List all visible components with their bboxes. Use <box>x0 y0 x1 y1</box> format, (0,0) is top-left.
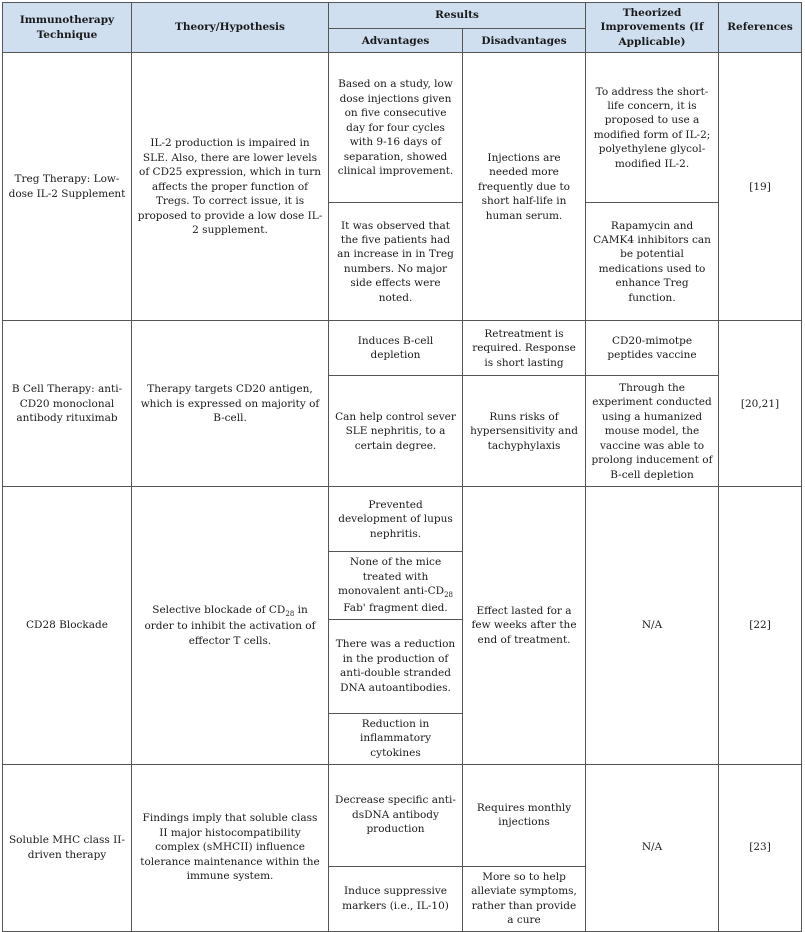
bcell-improvement-1: CD20-mimotpe peptides vaccine <box>586 321 719 376</box>
mhc-advantage-1: Decrease specific anti-dsDNA antibody production <box>329 764 463 866</box>
header-improvements: Theorized Improvements (If Applicable) <box>586 3 719 53</box>
mhc-improvement: N/A <box>586 764 719 931</box>
bcell-improvement-2: Through the experiment conducted using a humanized mouse model, the vaccine was able to prolong inducement of B-cell depletion <box>586 376 719 487</box>
immunotherapy-table <box>2 2 802 932</box>
mhc-theory: Findings imply that soluble class II major histocompatibility complex (sMHCII) influence tolerance maintenance within the immune system. <box>132 764 329 931</box>
bcell-advantage-1: Induces B-cell depletion <box>329 321 463 376</box>
mhc-technique: Soluble MHC class II-driven therapy <box>3 764 132 931</box>
treg-improvement-1: To address the short-life concern, it is proposed to use a modified form of IL-2; polyethylene glycol-modified IL-2. <box>586 53 719 203</box>
bcell-disadvantage-2: Runs risks of hypersensitivity and tachyphylaxis <box>463 376 586 487</box>
cd28-disadvantage: Effect lasted for a few weeks after the end of treatment. <box>463 487 586 764</box>
bcell-advantage-2: Can help control sever SLE nephritis, to a certain degree. <box>329 376 463 487</box>
header-results: Results <box>329 3 586 29</box>
bcell-reference: [20,21] <box>719 321 802 487</box>
mhc-advantage-2: Induce suppressive markers (i.e., IL-10) <box>329 866 463 931</box>
bcell-theory: Therapy targets CD20 antigen, which is expressed on majority of B-cell. <box>132 321 329 487</box>
mhc-reference: [23] <box>719 764 802 931</box>
header-advantages: Advantages <box>329 29 463 53</box>
treg-technique: Treg Therapy: Low-dose IL-2 Supplement <box>3 53 132 321</box>
header-references: References <box>719 3 802 53</box>
header-disadvantages: Disadvantages <box>463 29 586 53</box>
bcell-disadvantage-1: Retreatment is required. Response is short lasting <box>463 321 586 376</box>
mhc-disadvantage-1: Requires monthly injections <box>463 764 586 866</box>
cd28-advantage-3: There was a reduction in the production of anti-double stranded DNA autoantibodies. <box>329 619 463 713</box>
bcell-technique: B Cell Therapy: anti-CD20 monoclonal antibody rituximab <box>3 321 132 487</box>
cd28-reference: [22] <box>719 487 802 764</box>
cd28-advantage-4: Reduction in inflammatory cytokines <box>329 713 463 764</box>
cd28-technique: CD28 Blockade <box>3 487 132 764</box>
treg-advantage-2: It was observed that the five patients had an increase in in Treg numbers. No major side effects were noted. <box>329 203 463 321</box>
cd28-theory: Selective blockade of $CD_{28}$ in order to inhibit the activation of effector T cells. <box>132 487 329 764</box>
treg-improvement-2: Rapamycin and CAMK4 inhibitors can be potential medications used to enhance Treg function. <box>586 203 719 321</box>
cd28-improvement: N/A <box>586 487 719 764</box>
header-technique: Immunotherapy Technique <box>3 3 132 53</box>
treg-advantage-1: Based on a study, low dose injections given on five consecutive day for four cycles with 9-16 days of separation, showed clinical improvement. <box>329 53 463 203</box>
header-theory: Theory/Hypothesis <box>132 3 329 53</box>
treg-theory: IL-2 production is impaired in SLE. Also, there are lower levels of CD25 expression, which in turn affects the proper function of Tregs. To correct issue, it is proposed to provide a low dose IL-2 supplement. <box>132 53 329 321</box>
treg-reference: [19] <box>719 53 802 321</box>
treg-disadvantage: Injections are needed more frequently due to short half-life in human serum. <box>463 53 586 321</box>
cd28-advantage-2: None of the mice treated with monovalent anti-$CD_{28}$ Fab' fragment died. <box>329 552 463 619</box>
mhc-disadvantage-2: More so to help alleviate symptoms, rather than provide a cure <box>463 866 586 931</box>
cd28-advantage-1: Prevented development of lupus nephritis. <box>329 487 463 552</box>
